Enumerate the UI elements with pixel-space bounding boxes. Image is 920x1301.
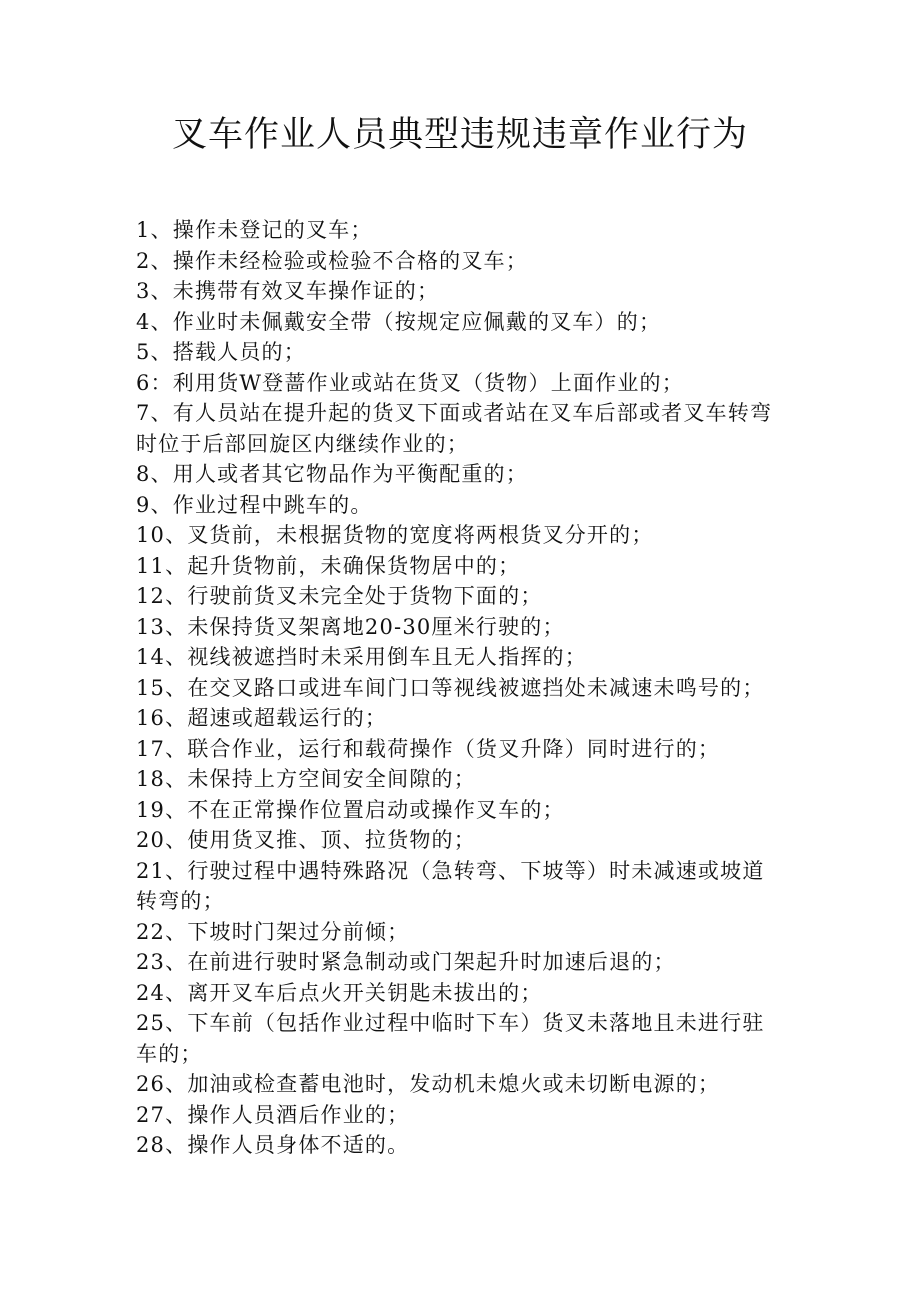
rule-item: 25、下车前（包括作业过程中临时下车）货叉未落地且未进行驻车的；	[136, 1011, 765, 1066]
rule-item: 27、操作人员酒后作业的；	[136, 1102, 410, 1127]
rule-item: 7、有人员站在提升起的货叉下面或者站在叉车后部或者叉车转弯时位于后部回旋区内继续作业的；	[136, 401, 773, 456]
rule-item: 24、离开叉车后点火开关钥匙未拔出的；	[136, 980, 543, 1005]
rule-item: 26、加油或检查蓄电池时，发动机未熄火或未切断电源的；	[136, 1072, 721, 1096]
rule-item: 3、未携带有效叉车操作证的；	[136, 279, 440, 303]
rule-item: 9、作业过程中跳车的。	[136, 492, 373, 517]
rule-item: 4、作业时未佩戴安全带（按规定应佩戴的叉车）的；	[136, 309, 662, 334]
rule-item: 2、操作未经检验或检验不合格的叉车；	[136, 248, 528, 273]
rule-item: 8、用人或者其它物品作为平衡配重的；	[136, 462, 528, 486]
rule-item: 11、起升货物前，未确保货物居中的；	[136, 553, 521, 578]
rule-item: 17、联合作业，运行和载荷操作（货叉升降）同时进行的；	[136, 736, 721, 761]
rule-item: 16、超速或超载运行的；	[136, 706, 388, 730]
rule-item: 13、未保持货叉架离地20-30厘米行驶的；	[136, 614, 565, 639]
rule-item: 15、在交叉路口或进车间门口等视线被遮挡处未减速未鸣号的；	[136, 675, 765, 700]
rule-item: 6：利用货W登蔷作业或站在货叉（货物）上面作业的；	[136, 370, 684, 395]
rule-item: 10、叉货前，未根据货物的宽度将两根货叉分开的；	[136, 523, 654, 547]
rule-item: 19、不在正常操作位置启动或操作叉车的；	[136, 797, 565, 822]
rule-list	[136, 215, 776, 1161]
rule-item: 18、未保持上方空间安全间隙的；	[136, 767, 476, 791]
rule-item: 20、使用货叉推、顶、拉货物的；	[136, 828, 476, 852]
rule-item: 5、搭载人员的；	[136, 340, 306, 364]
rule-item: 22、下坡时门架过分前倾；	[136, 919, 410, 944]
document-title: 叉车作业人员典型违规违章作业行为	[171, 115, 748, 155]
rule-item: 23、在前进行驶时紧急制动或门架起升时加速后退的；	[136, 950, 676, 974]
rule-item: 1、操作未登记的叉车；	[136, 218, 373, 242]
rule-item: 14、视线被遮挡时未采用倒车且无人指挥的；	[136, 645, 587, 669]
rule-item: 28、操作人员身体不适的。	[136, 1133, 410, 1157]
rule-item: 12、行驶前货叉未完全处于货物下面的；	[136, 584, 543, 608]
rule-item: 21、行驶过程中遇特殊路况（急转弯、下坡等）时未减速或坡道转弯的；	[136, 858, 765, 913]
